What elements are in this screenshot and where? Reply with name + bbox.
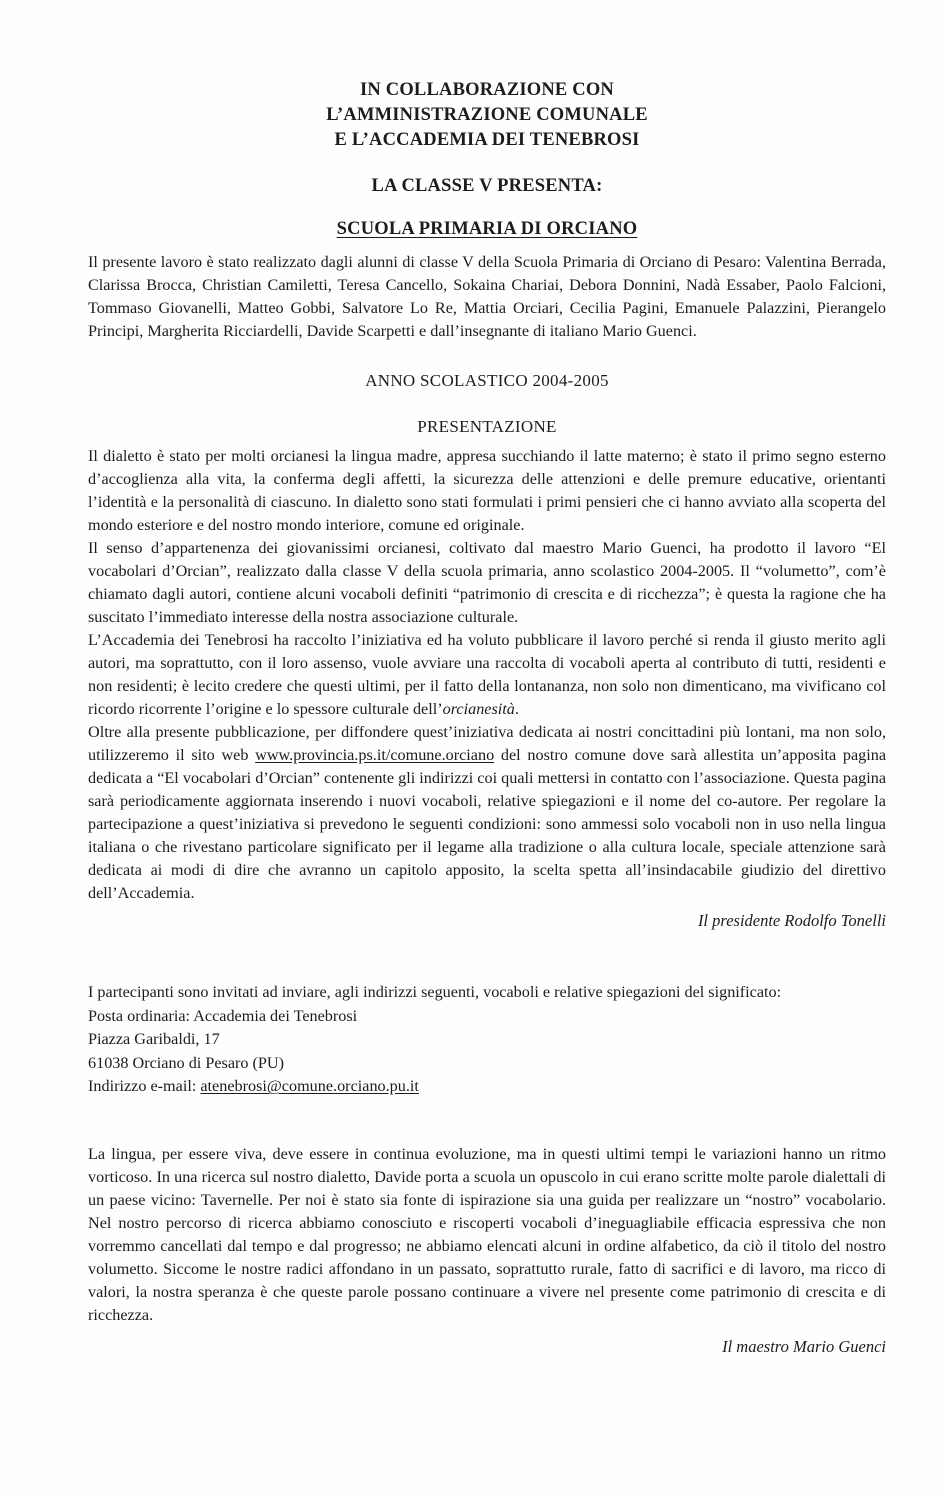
paragraph-4-text-start: Oltre alla presente pubblicazione, per diffondere quest’iniziativa dedicata ai nostri concittadini più lontani, ma non solo, utilizzeremo il sito web xyxy=(88,723,886,764)
maestro-signature: Il maestro Mario Guenci xyxy=(722,1336,886,1356)
invitation-line: I partecipanti sono invitati ad inviare, agli indirizzi seguenti, vocaboli e relative spiegazioni del significato: xyxy=(88,983,782,1001)
website-link[interactable]: www.provincia.ps.it/comune.orciano xyxy=(255,746,495,764)
email-line xyxy=(88,1075,886,1099)
contact-block xyxy=(88,981,886,1099)
street-address-line: Piazza Garibaldi, 17 xyxy=(88,1030,220,1048)
credits-paragraph: Il presente lavoro è stato realizzato dagli alunni di classe V della Scuola Primaria di Orciano di Pesaro: Valentina Berrada, Clarissa Brocca, Christian Camiletti, Teresa Cancello, Sokaina Chariai, Debora Donnini, Nadà Essaber, Paolo Falcioni, Tommaso Giovanelli, Matteo Gobbi, Salvatore Lo Re, Mattia Orciari, Cecilia Pagini, Emanuele Palazzini, Pierangelo Principi, Margherita Ricciardelli, Davide Scarpetti e dall’insegnante di italiano Mario Guenci. xyxy=(88,253,886,340)
presentation-text xyxy=(88,445,886,905)
presentation-paragraph-3 xyxy=(88,629,886,721)
italic-word-orcianesita: orcianesità xyxy=(442,700,515,718)
section-heading-presentazione: PRESENTAZIONE xyxy=(417,417,557,436)
paragraph-3-text: L’Accademia dei Tenebrosi ha raccolto l’iniziativa ed ha voluto pubblicare il lavoro perché si renda il giusto merito agli autori, ma soprattutto, con il loro assenso, vuole avviare una raccolta di vocaboli aperta al contributo di tutti, residenti e non residenti; è lecito credere che questi ultimi, per il fatto della lontananza, non solo non dimenticano, ma vivificano col ricordo ricorrente l’origine e lo spessore culturale dell’ xyxy=(88,631,886,718)
closing-paragraph: La lingua, per essere viva, deve essere in continua evoluzione, ma in questi ultimi tempi le variazioni hanno un ritmo vorticoso. In una ricerca sul nostro dialetto, Davide porta a scuola un opuscolo in cui erano scritte molte parole dialettali di un paese vicino: Tavernelle. Per noi è stato sia fonte di ispirazione sia una guida per realizzare un “nostro” vocabolario. Nel nostro percorso di ricerca abbiamo conosciuto e riscoperti vocaboli d’ineguagliabile efficacia espressiva che non vorremmo cancellati dal tempo e dal progresso; ne abbiamo elencati alcuni in ordine alfabetico, da ciò il titolo del nostro volumetto. Siccome le nostre radici affondano in un passato, soprattutto rurale, fatto di sacrifici e di lavoro, ma ricco di valori, la nostra speranza è che queste parole possano continuare a vivere nel presente come patrimonio di crescita e di ricchezza. xyxy=(88,1144,886,1324)
email-link[interactable]: atenebrosi@comune.orciano.pu.it xyxy=(200,1077,419,1095)
presents-line: LA CLASSE V PRESENTA: xyxy=(371,176,603,196)
postal-address-line: Posta ordinaria: Accademia dei Tenebrosi xyxy=(88,1006,358,1025)
header-line-3: E L’ACCADEMIA DEI TENEBROSI xyxy=(334,130,640,150)
email-label: Indirizzo e-mail: xyxy=(88,1077,201,1095)
collaboration-header xyxy=(88,78,886,153)
presentation-paragraph-4 xyxy=(88,721,886,905)
header-line-2: L’AMMINISTRAZIONE COMUNALE xyxy=(326,105,648,125)
paragraph-3-period: . xyxy=(514,700,519,718)
city-address-line: 61038 Orciano di Pesaro (PU) xyxy=(88,1053,285,1072)
paragraph-4-text-end: del nostro comune dove sarà allestita un’apposita pagina dedicata a “El vocabolari d’Orcian” contenente gli indirizzi coi quali mettersi in contatto con l’associazione. Questa pagina sarà periodicamente aggiornata inserendo i nuovi vocaboli, relative spiegazioni e il nome del co-autore. Per regolare la partecipazione a quest’iniziativa si prevedono le seguenti condizioni: sono ammessi solo vocaboli non in uso nella lingua italiana o che rivestano particolare significato per il legame alla tradizione o alla cultura locale, speciale attenzione sarà dedicata ai modi di dire che avranno un capitolo apposito, la scelta spetta all’insindacabile giudizio del direttivo dell’Accademia. xyxy=(88,746,886,902)
school-title: SCUOLA PRIMARIA DI ORCIANO xyxy=(336,219,638,239)
presentation-paragraph-2: Il senso d’appartenenza dei giovanissimi orcianesi, coltivato dal maestro Mario Guenci, ha prodotto il lavoro “El vocabolari d’Orcian”, realizzato dalla classe V della scuola primaria, anno scolastico 2004-2005. Il “volumetto”, com’è chiamato dagli autori, contiene alcuni vocaboli definiti “patrimonio di crescita e di ricchezza”; è questa la ragione che ha suscitato l’immediato interesse della nostra associazione culturale. xyxy=(88,539,886,626)
presentation-paragraph-1: Il dialetto è stato per molti orcianesi la lingua madre, appresa succhiando il latte materno; è stato il primo segno esterno d’accoglienza alla vita, la conferma degli affetti, la sicurezza delle attenzioni e delle premure educative, orientanti l’identità e la personalità di ciascuno. In dialetto sono stati formulati i primi pensieri che ci hanno avviato alla scoperta del mondo esteriore e del nostro mondo interiore, comune ed originale. xyxy=(88,447,886,534)
header-line-1: IN COLLABORAZIONE CON xyxy=(360,80,614,100)
president-signature: Il presidente Rodolfo Tonelli xyxy=(697,911,886,930)
school-year: ANNO SCOLASTICO 2004-2005 xyxy=(365,371,609,390)
